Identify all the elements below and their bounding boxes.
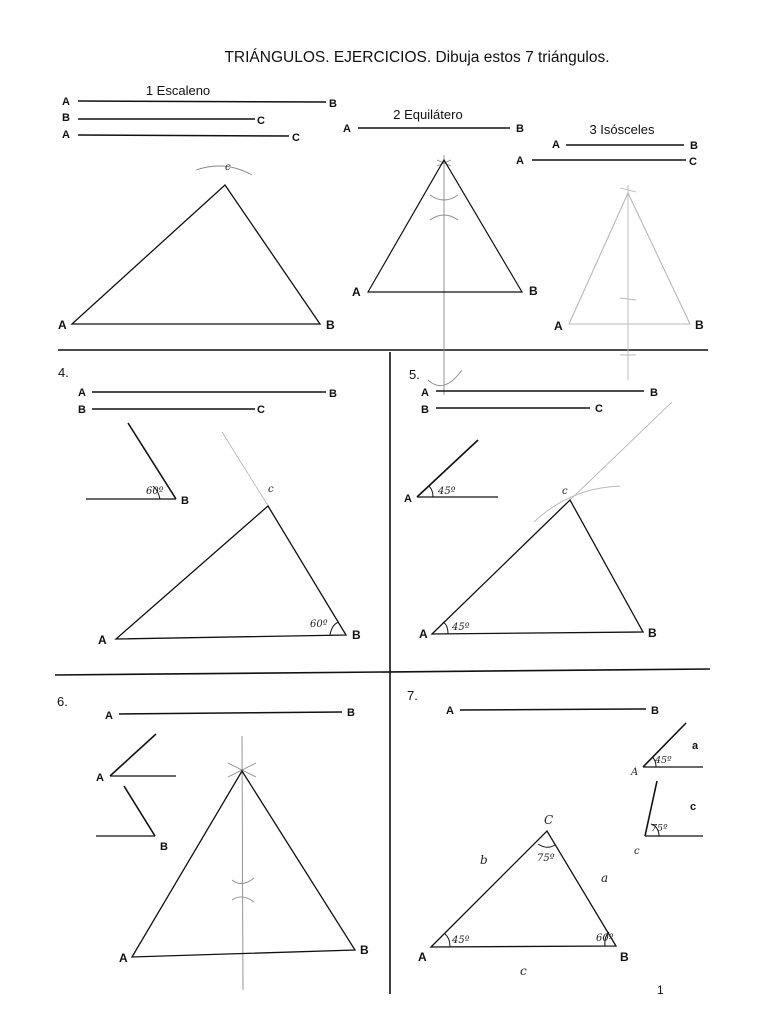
segment-label-c: C xyxy=(689,156,697,168)
vertex-label-a: A xyxy=(352,285,361,299)
triangle-5 xyxy=(432,500,643,634)
compass-arc xyxy=(428,370,462,386)
segment-ab xyxy=(78,101,326,102)
segment-label-b: B xyxy=(347,707,355,719)
angle-arc xyxy=(538,844,555,847)
exercise-5 xyxy=(404,367,672,641)
exercise-3-label: 3 Isósceles xyxy=(589,122,655,137)
angle-value: 75º xyxy=(537,853,555,864)
vertex-label-a: A xyxy=(631,767,639,778)
segment-label-c: C xyxy=(595,403,603,415)
angle-value: 60º xyxy=(310,619,328,630)
vertex-label-c: c xyxy=(225,162,231,173)
vertex-label-a: A xyxy=(98,633,107,647)
vertex-label-a: A xyxy=(419,627,428,641)
vertex-label-b: B xyxy=(160,841,168,853)
side-label-a: a xyxy=(692,740,699,752)
angle-arc xyxy=(330,622,339,635)
segment-label-a: A xyxy=(446,705,454,717)
vertex-label-c: c xyxy=(562,486,568,497)
segment-label-c: C xyxy=(257,404,265,416)
segment-label-b: B xyxy=(329,388,337,400)
vertex-label-a: A xyxy=(404,493,412,505)
segment-ab xyxy=(460,709,646,710)
segment-label-b: B xyxy=(651,705,659,717)
angle-value: 45º xyxy=(438,486,456,497)
vertex-label-a: A xyxy=(418,950,427,964)
exercise-4-label: 4. xyxy=(58,365,69,380)
exercise-3 xyxy=(516,122,704,380)
vertex-label-a: A xyxy=(119,951,128,965)
angle-ray xyxy=(124,786,155,836)
vertex-label-b: B xyxy=(529,284,538,298)
vertex-label-c: c xyxy=(634,846,640,857)
vertex-label-c: c xyxy=(268,484,274,495)
side-label-c: c xyxy=(690,801,697,813)
page-number: 1 xyxy=(657,983,664,997)
side-label-c: c xyxy=(520,964,527,978)
vertex-label-b: B xyxy=(648,626,657,640)
segment-ab xyxy=(119,712,342,714)
angle-arc xyxy=(443,622,448,634)
segment-label-b: B xyxy=(329,98,337,110)
angle-value: 45º xyxy=(452,935,470,946)
triangle-7 xyxy=(431,831,616,947)
segment-ac xyxy=(78,135,289,136)
construction-ray xyxy=(570,402,672,500)
exercise-2 xyxy=(343,107,538,395)
segment-label-a: A xyxy=(105,710,113,722)
segment-label-a: A xyxy=(78,387,86,399)
segment-label-b: B xyxy=(650,387,658,399)
compass-arc xyxy=(534,486,620,522)
triangle-6 xyxy=(132,771,355,957)
vertex-label-b: B xyxy=(620,950,629,964)
triangle-isosceles xyxy=(569,193,690,324)
segment-label-b: B xyxy=(421,404,429,416)
angle-value: 60º xyxy=(596,933,614,944)
vertex-label-b: B xyxy=(695,318,704,332)
segment-label-a: A xyxy=(421,387,429,399)
segment-label-a: A xyxy=(552,139,560,151)
segment-label-b: B xyxy=(690,140,698,152)
angle-value: 45º xyxy=(452,622,470,633)
triangle-equilatero xyxy=(368,160,522,292)
exercise-1-label: 1 Escaleno xyxy=(145,83,211,98)
vertex-label-b: B xyxy=(326,318,335,332)
side-label-a: a xyxy=(601,871,609,885)
vertex-label-a: A xyxy=(96,772,104,784)
vertex-label-b: B xyxy=(181,495,189,507)
vertex-label-c: C xyxy=(544,813,554,827)
mediatrix-line xyxy=(242,736,243,990)
angle-ray xyxy=(110,734,156,776)
segment-label-c: C xyxy=(257,115,265,127)
vertex-label-b: B xyxy=(352,628,361,642)
angle-value: 75º xyxy=(651,823,668,834)
segment-label-b: B xyxy=(62,112,70,124)
segment-label-a: A xyxy=(62,129,70,141)
divider-horizontal-bottom xyxy=(55,669,710,675)
exercise-4 xyxy=(58,365,361,647)
compass-arc xyxy=(196,166,252,175)
exercise-7-label: 7. xyxy=(407,688,418,703)
segment-label-a: A xyxy=(62,96,70,108)
exercise-6 xyxy=(57,694,369,990)
exercise-7 xyxy=(407,688,703,978)
vertex-label-b: B xyxy=(360,943,369,957)
segment-label-a: A xyxy=(343,123,351,135)
page-title: TRIÁNGULOS. EJERCICIOS. Dibuja estos 7 triángulos. xyxy=(224,49,610,66)
vertex-label-a: A xyxy=(58,318,67,332)
side-label-b: b xyxy=(480,853,488,867)
triangle-escaleno xyxy=(72,185,320,324)
angle-arc xyxy=(429,486,433,497)
segment-label-b: B xyxy=(78,404,86,416)
exercise-1 xyxy=(58,83,337,332)
exercise-2-label: 2 Equilátero xyxy=(393,107,463,122)
exercise-6-label: 6. xyxy=(57,694,68,709)
construction-ray xyxy=(222,432,272,512)
angle-value: 45º xyxy=(655,755,672,766)
angle-value: 60º xyxy=(146,486,164,497)
exercise-5-label: 5. xyxy=(409,367,420,382)
segment-label-c: C xyxy=(292,132,300,144)
segment-label-b: B xyxy=(516,123,524,135)
angle-arc xyxy=(445,934,450,947)
vertex-label-a: A xyxy=(554,319,563,333)
segment-label-a: A xyxy=(516,155,524,167)
